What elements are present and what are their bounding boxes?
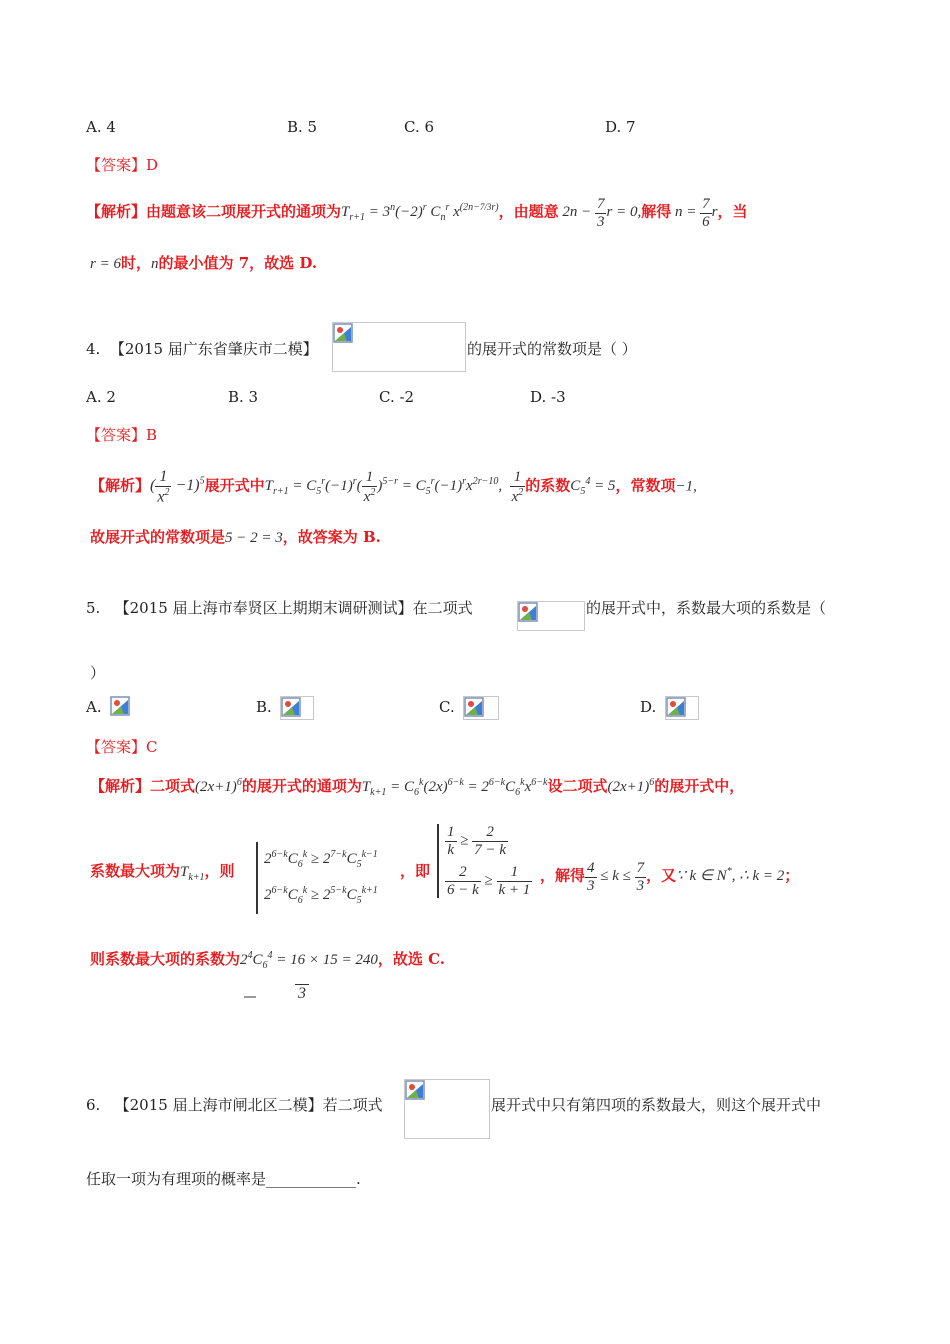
broken-image-icon <box>405 1080 425 1100</box>
q5-analysis-line2: 系数最大项为$T_{k+1}$，则 <box>90 862 235 883</box>
q6-stem-tail: 展开式中只有第四项的系数最大，则这个展开式中 <box>491 1096 822 1114</box>
analysis-text: 解得 <box>641 202 672 221</box>
q5-option-d: D. <box>640 698 657 716</box>
q3-option-c: C. 6 <box>404 118 435 136</box>
formula: r = 6 <box>90 256 121 272</box>
q5-stem-tail: 的展开式中，系数最大项的系数是（ <box>586 599 827 617</box>
q4-analysis-line2: 故展开式的常数项是5 − 2 = 3，故答案为 B. <box>90 528 381 546</box>
broken-image-icon <box>281 697 301 717</box>
formula: $T_{r+1} = 3^n(-2)^r$ $C_n^r$ $x^{(2n-7/3r)}$ <box>341 202 499 224</box>
analysis-text: ，当 <box>717 202 748 221</box>
q5-stem-end: ） <box>90 664 106 682</box>
broken-image-icon <box>110 696 130 716</box>
broken-image-icon <box>333 323 353 343</box>
q6-formula-image <box>404 1079 490 1139</box>
analysis-label: 【解析】 <box>86 202 147 221</box>
q5-option-a: A. <box>86 698 102 716</box>
q5-analysis-line2d: ，解得 $\frac{4}{3}$ ≤ k ≤ $\frac{7}{3}$ ，又∵ k ∈ N*, ∴ k = 2； <box>540 860 800 894</box>
q5-option-b: B. <box>256 698 272 716</box>
broken-image-icon <box>464 697 484 717</box>
q3-analysis-line1 <box>86 196 747 230</box>
q4-answer: 【答案】B <box>86 426 158 444</box>
q5-option-c: C. <box>439 698 455 716</box>
q5-analysis-line3: 则系数最大项的系数为$2^4C_6^4 = 16 \times 15 = 240$，故选 C. <box>90 950 446 971</box>
formula: 2n − $\frac{7}{3}$ r = 0, <box>558 196 642 230</box>
q4-formula-image <box>332 322 466 372</box>
q5-analysis-line2c: ，即 <box>400 862 431 880</box>
q3-option-d: D. 7 <box>605 118 636 136</box>
q5-answer: 【答案】C <box>86 738 158 756</box>
q5-option-c-image <box>463 696 499 720</box>
q6-stem: 6. 【2015 届上海市闸北区二模】若二项式 <box>86 1096 383 1114</box>
q3-option-b: B. 5 <box>287 118 318 136</box>
analysis-text: ，由题意 <box>498 202 559 221</box>
stray-mark <box>244 996 256 998</box>
q6-line2: 任取一项为有理项的概率是____________. <box>86 1170 361 1188</box>
q3-analysis-line2: r = 6时，n的最小值为 7，故选 D. <box>90 254 318 272</box>
q5-option-b-image <box>280 696 314 720</box>
q5-analysis-line1: 【解析】二项式$(2x+1)^6$的展开式的通项为$T_{k+1} = C_6^k(2x)^{6-k} = 2^{6-k}C_6^kx^{6-k}$设二项式$(2x+1)^6$的展开式中， <box>90 777 745 798</box>
q4-option-c: C. -2 <box>379 388 415 406</box>
q4-option-d: D. -3 <box>530 388 566 406</box>
q5-option-a-image <box>110 696 134 718</box>
q4-option-b: B. 3 <box>228 388 259 406</box>
q3-answer: 【答案】D <box>86 156 159 174</box>
broken-image-icon <box>666 697 686 717</box>
broken-image-icon <box>518 602 538 622</box>
q5-formula-image <box>517 601 585 631</box>
q5-stem: 5. 【2015 届上海市奉贤区上期期末调研测试】在二项式 <box>86 599 473 617</box>
stray-fraction: 3 <box>295 984 309 1003</box>
q4-stem-tail: 的展开式的常数项是（ ） <box>467 340 637 358</box>
q4-stem: 4. 【2015 届广东省肇庆市二模】 <box>86 340 318 358</box>
q4-analysis-line1: 【解析】( $\frac{1}{x^2}$ −1)$^5$展开式中$T_{r+1} = C_5^r(-1)^r$( $\frac{1}{x^2}$ )$^{5-r} = C_5^r(-1)^rx^{2r-10}$, $\frac{1}{x^2}$ 的系数$C_5^4 = 5$，常数项−1, <box>90 468 697 505</box>
q3-option-a: A. 4 <box>86 118 116 136</box>
answer-blank[interactable]: ____________ <box>266 1170 357 1188</box>
q5-system-2: $\frac{1}{k}$ ≥ $\frac{2}{7 - k}$ $\frac{2}{6 - k}$ ≥ $\frac{1}{k + 1}$ <box>437 824 532 898</box>
q4-option-a: A. 2 <box>86 388 116 406</box>
q5-system-1: $2^{6-k}C_6^k \ge 2^{7-k}C_5^{k-1}$ $2^{6-k}C_6^k \ge 2^{5-k}C_5^{k+1}$ <box>256 842 378 914</box>
q5-option-d-image <box>665 696 699 720</box>
analysis-text: 由题意该二项展开式的通项为 <box>146 202 342 221</box>
formula: n = $\frac{7}{6}$ r <box>671 196 718 230</box>
